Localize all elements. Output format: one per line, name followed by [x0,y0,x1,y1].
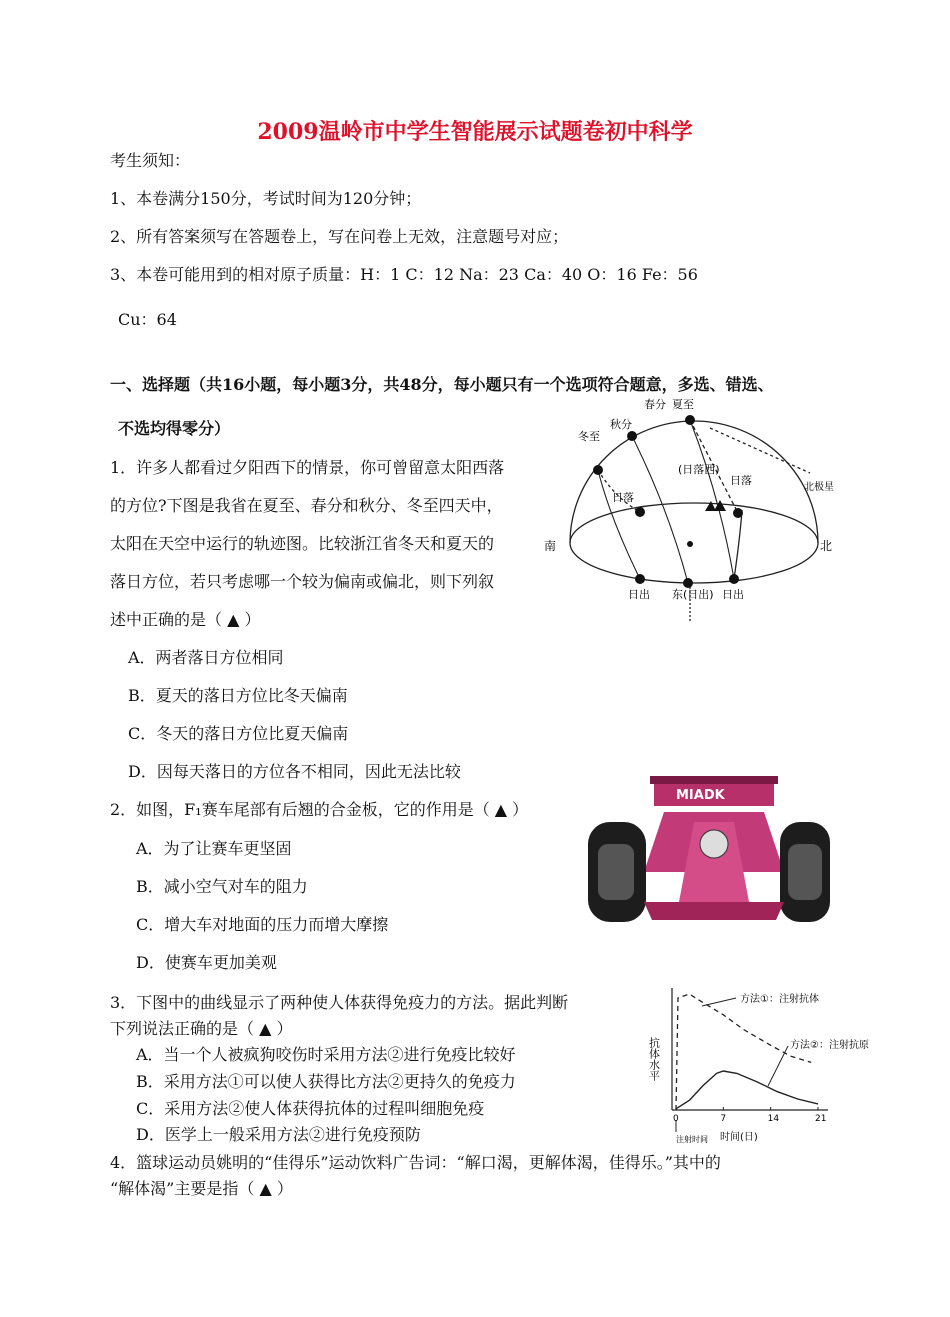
notice-item: 1、本卷满分150分，考试时间为120分钟； [110,189,422,208]
fig-label-sunrise: 日出 [628,588,650,601]
legend-method-1: 方法①：注射抗体 [740,994,819,1005]
q3-option-b: B．采用方法①可以使人获得比方法②更持久的免疫力 [136,1072,516,1091]
fig-label-winter: 冬至 [578,430,600,443]
notice-item: 3、本卷可能用到的相对原子质量：H：1 C：12 Na：23 Ca：40 O：16 Fe：56 [110,265,698,284]
fig-label-spring: 春分 [644,398,666,411]
q2-stem: 2．如图，F₁赛车尾部有后翘的合金板，它的作用是（ ▲ ） [110,800,529,819]
legend-method-2: 方法②：注射抗原 [790,1040,869,1051]
page-title: 2009温岭市中学生智能展示试题卷初中科学 [257,119,693,145]
sun-path-figure [540,398,850,638]
q1-option-a: A．两者落日方位相同 [128,648,284,667]
fig-label-west-sunset: (日落西) [678,463,720,476]
fig-label-summer: 夏至 [672,398,694,411]
q1-option-d: D．因每天落日的方位各不相同，因此无法比较 [128,762,461,781]
car-wing-text: MIADK [676,788,725,803]
fig-label-north: 北 [820,539,833,553]
q4-stem: 4．篮球运动员姚明的“佳得乐”运动饮料广告词：“解口渴，更解体渴，佳得乐。”其中的 [110,1153,721,1172]
notice-heading: 考生须知： [110,151,191,170]
fig-label-east-sunrise: 东(日出) [672,588,714,601]
q2-option-c: C．增大车对地面的压力而增大摩擦 [136,915,389,934]
section-heading: 一、选择题（共16小题，每小题3分，共48分，每小题只有一个选项符合题意，多选、错选、 [110,375,774,394]
x-tick-label: 0 [673,1114,679,1124]
fig-label-polaris: 北极星 [804,482,834,493]
chart-xlabel: 时间(日) [720,1132,758,1143]
antibody-chart [647,982,869,1147]
notice-item: 2、所有答案须写在答题卷上，写在问卷上无效，注意题号对应； [110,227,569,246]
q1-stem: 述中正确的是（ ▲ ） [110,610,261,629]
x-tick-label: 14 [767,1114,780,1124]
q3-stem: 下列说法正确的是（ ▲ ） [110,1019,293,1038]
q1-stem: 1．许多人都看过夕阳西下的情景，你可曾留意太阳西落 [110,458,505,477]
q1-option-b: B．夏天的落日方位比冬天偏南 [128,686,348,705]
q3-option-c: C．采用方法②使人体获得抗体的过程叫细胞免疫 [136,1099,485,1118]
fig-label-sunset: 日落 [730,474,752,487]
x-tick-label: 7 [720,1114,727,1124]
q2-option-a: A．为了让赛车更坚固 [136,839,292,858]
fig-label-south: 南 [544,539,557,553]
fig-label-sunset: 日落 [612,491,634,504]
q1-stem: 的方位?下图是我省在夏至、春分和秋分、冬至四天中， [110,496,503,515]
f1-car-image [584,752,834,937]
fig-label-autumn: 秋分 [610,418,632,431]
q4-stem-cont: “解体渴”主要是指（ ▲ ） [110,1179,293,1198]
q1-stem: 太阳在天空中运行的轨迹图。比较浙江省冬天和夏天的 [110,534,495,553]
q1-option-c: C．冬天的落日方位比夏天偏南 [128,724,349,743]
q3-stem: 3．下图中的曲线显示了两种使人体获得免疫力的方法。据此判断 [110,993,569,1012]
q2-option-d: D．使赛车更加美观 [136,953,277,972]
chart-origin-note: 注射时间 [676,1135,708,1144]
x-tick-label: 21 [815,1114,827,1124]
q2-option-b: B．减小空气对车的阻力 [136,877,308,896]
q1-stem: 落日方位，若只考虑哪一个较为偏南或偏北，则下列叙 [110,572,495,591]
fig-label-sunrise: 日出 [722,588,744,601]
q3-option-d: D．医学上一般采用方法②进行免疫预防 [136,1125,421,1144]
notice-item: Cu：64 [118,310,177,329]
legend-pointer-2 [768,1046,788,1086]
section-heading-cont: 不选均得零分） [118,419,231,438]
q3-option-a: A．当一个人被疯狗咬伤时采用方法②进行免疫比较好 [136,1045,516,1064]
chart-ylabel: 抗体水平 [647,1037,661,1081]
series-method-2-line [676,1071,818,1109]
